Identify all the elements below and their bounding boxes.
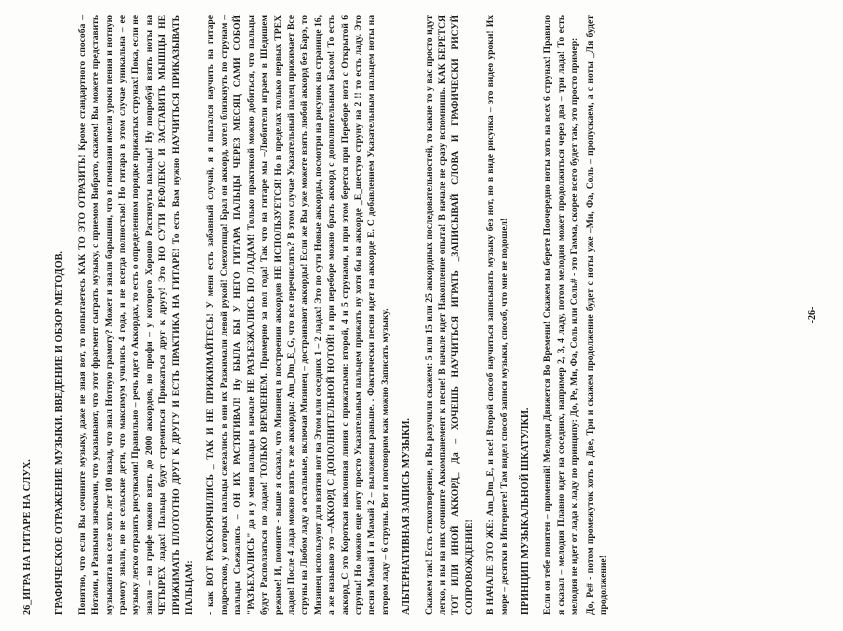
paragraph-fingers: - как ВОТ РАСКОРЯЧИЛИСЬ _ ТАК И НЕ ПРИЖИМАЙТЕСЬ! У меня есть забавный случай, я я пытался научить на гитаре подростков, у которых пальцы сжезались в они их Разжимали левой рукой! Смехотища! Брал он аккорд, хотел близкнуть по струнам – пальцы Сьежались – ОН ИХ РАСТЯГИВАЛ! Ну БЫЛА БЫ У НЕГО ГИТАРА ПАЛЬЦЫ ЧЕРЕЗ МЕСЯЦ САМИ СОБОЙ "РАЗЪЕХАЛИСЬ" да и у меня пальцы в начале НЕ РАЗЪЕЗЖАЛИСЬ ПО ЛАДАМ! Только практикой можно добиться, что пальцы будут Расползаться по ладам! ТОЛЬКО ВРЕМЕНЕМ. Примерно за пол года! Так что на гитаре мы –Любители играем в Шедишем режиме! И, помните - выше я сказал, что Мизинец в построении аккордов НЕ ИСПОЛЬЗУЕТСЯ! Но в пределах только первых ТРЕХ ладов! После 4 лада можно взять те же аккорды: Am_Dm_E_G, что все перечислять? В этом случае Указательный палец прижимает Все струны на Любом ладу а остальные, включая Мизинец – достраивают аккорды! Если же Вы уже можете взять любой аккорд без Барэ, то Мизинец используют для взятия нот на Этом или соседних 1 – 2 ладах! Это по сути Новые аккорды, посмотри на рисунок на странице 16, а же называю это –АККОРД С ДОПОЛНИТЕЛЬНОЙ НОТОЙ! и при переборе можно брать аккорд с дополнительным Басом! То есть аккорд_С это Короткая наклонная линия с прижатыми: второй, 4 и 5 струнами, и при этом берется при Переборе нота с Открытой 6 струны! Но можно еще ноту просто Указательным пальцем прижать ну хотя бы на аккорде _E_шестую струну на 2 !! то есть ладу. Это песня Мамай I и Мамай 2 – выложены раньше. . Фактически песня идет на аккорде Е. С добавлением Указательным пальцем ноты на втором ладу – 6 струны. Вот и поговорим как можно Записать музыку.	[205, 15, 391, 615]
section-heading: ГРАФИЧЕСКОЕ ОТРАЖЕНИЕ МУЗЫКИ. ВВЕДЕНИЕ И ОБЗОР МЕТОДОВ.	[54, 251, 66, 615]
paragraph-poem: Скажем так! Есть стихотворение, и Вы разучили скажем: 5 или 15 или 25 аккордных последовательностей, то какие то у вас просто идут легко, и вы на них сочините Аккомпанемент к песне! В начале идет Накопление опыта! В начале не сразу вспомнишь. КАК БЕРЕТСЯ ТОТ ИЛИ ИНОЙ АККОРД_ Да – ХОЧЕШЬ НАУЧИТЬСЯ ИГРАТЬ _ЗАПИСЫВАЙ СЛОВА И ГРАФИЧЕСКИ РИСУЙ СОПРОВОЖДЕНИЕ!	[423, 15, 475, 615]
page-number: -26-	[806, 306, 818, 324]
music-box-heading: ПРИНЦИП МУЗЫКАЛЬНОЙ ШКАТУЛКИ.	[520, 407, 531, 615]
chapter-title: 26_ИГРА НА ГИТАРЕ НА СЛУХ.	[22, 459, 33, 615]
paragraph-melody-example: До, Ре# - потом промежуток хоть в Две, Три и скажем продолжение будет с ноты уже –Ми, Фа, Соль – пропускаем, а с ноты _Ля будет продолжение!	[584, 15, 610, 615]
paragraph-video-lessons: В НАЧАЛЕ ЭТО ЖЕ: Am_Dm_E, и все! Второй способ научиться записывать музыку без нот, но в виде рисунка – это видео уроки! Их море – десятки в Интернете! Там видел способ записи музыки, способ, что мне не подошел!	[485, 15, 510, 615]
rotated-document-page	[21, 15, 821, 615]
paragraph-melody: Если он тебе понятен – применяй! Мелодия Движется Во Времени! Скажем вы берете Поочередно ноты хоть на всех 6 струнах! Правило я сказал – мелодия Плавно идет на соседних, например 2, 3, 4 ладу, потом мелодия может продолжиться через два – три лада! То есть мелодия не идет от лада к ладу по принципу: До, Ре, Ми, Фа, Соль или Соль# - это Гамма, скорее всего будет так, это просто пример:	[542, 15, 581, 615]
alt-notation-heading: АЛЬТЕРНАТИВНАЯ ЗАПИСЬ МУЗЫКИ.	[401, 418, 413, 615]
paragraph-intro: Понятно, что если Вы сочините музыку, даже не зная вот, то попытаетесь КАК ТО ЭТО ОТРАЗИТЬ! Кроме стандартного способа – Нотами, и Разными значками, что указывают, что этот фрагмент сыграть музыку, с приемом Вибрато, скажем! Вы можете представить музыканта на селе хоть лет 100 назад, что знал Нотную грамоту? Может и знали барышни, что в гимназии имели уроки пения и нотную грамоту знали, но не сельские дети, что максимум учились 4 года, и не всегда полностью! Но гитара в этом случае уникальна – ее музыку легко отразить рисунками! Правильно – речь идет о Аккордах, то есть о определенном порядке прижатых струнах! Пока, если не знали – на грифе можно взять до 2000 аккордов, но профи – у которого Хорошо Растянуты пальцы! Ну попробуй взять ноты на ЧЕТЫРЕХ ладах! Пальцы будут стремиться Прижаться друг к другу! Это НО СУТИ РЕФЛЕКС И ЗАСТАВИТЬ МЫШЦЫ НЕ ПРИЖИМАТЬ ПЛОТОТНО ДРУГ К ДРУГУ И ЕСТЬ ПРАКТИКА НА ГИТАРЕ! То есть Вам нужно НАУЧИТЬСЯ ПРИКАЗЫВАТЬ ПАЛЬЦАМ:	[76, 15, 196, 615]
